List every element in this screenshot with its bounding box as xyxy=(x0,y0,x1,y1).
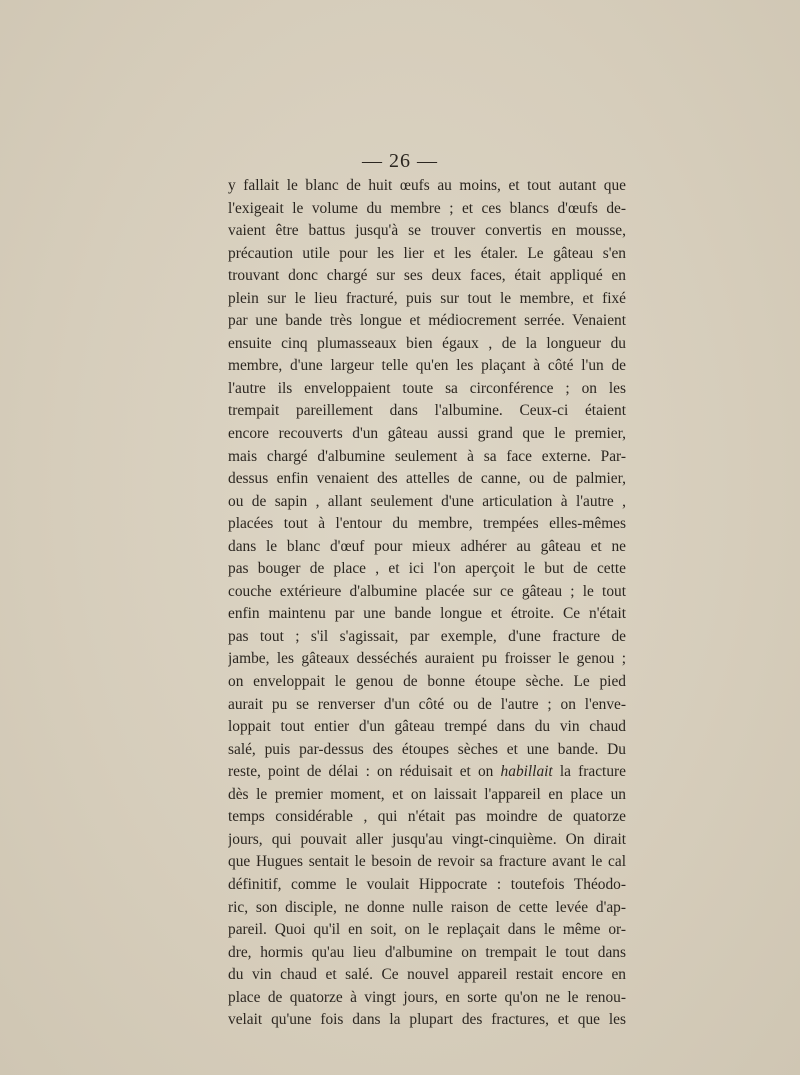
text-segment: la fracture xyxy=(559,763,626,781)
text-line: par une bande très longue et médiocrement serrée. Venaient xyxy=(228,312,626,330)
text-line: membre, d'une largeur telle qu'en les plaçant à côté l'un de xyxy=(228,357,626,375)
text-line: vaient être battus jusqu'à se trouver convertis en mousse, xyxy=(228,222,626,240)
text-line: couche extérieure d'albumine placée sur ce gâteau ; le tout xyxy=(228,582,626,600)
text-line xyxy=(228,761,626,784)
text-line: précaution utile pour les lier et les étaler. Le gâteau s'en xyxy=(228,244,626,262)
text-line: on enveloppait le genou de bonne étoupe sèche. Le pied xyxy=(228,673,626,691)
text-line: y fallait le blanc de huit œufs au moins, et tout autant que xyxy=(228,177,626,194)
body-text xyxy=(228,175,626,1032)
text-line: pas bouger de place , et ici l'on aperçoit le but de cette xyxy=(228,560,626,578)
text-line: mais chargé d'albumine seulement à sa face externe. Par- xyxy=(228,447,626,465)
text-segment: reste, point de délai : on réduisait et on xyxy=(228,763,494,781)
text-line: velait qu'une fois dans la plupart des fractures, et que les xyxy=(228,1011,626,1029)
text-line: ric, son disciple, ne donne nulle raison de cette levée d'ap- xyxy=(228,898,626,916)
text-line: dans le blanc d'œuf pour mieux adhérer au gâteau et ne xyxy=(228,537,626,555)
text-line: aurait pu se renverser d'un côté ou de l'autre ; on l'enve- xyxy=(228,695,626,713)
text-line: l'exigeait le volume du membre ; et ces blancs d'œufs de- xyxy=(228,199,626,217)
text-line: enfin maintenu par une bande longue et étroite. Ce n'était xyxy=(228,605,626,623)
text-line: l'autre ils enveloppaient toute sa circonférence ; on les xyxy=(228,379,626,397)
page-number: — 26 — xyxy=(362,150,438,172)
text-line: loppait tout entier d'un gâteau trempé dans du vin chaud xyxy=(228,718,626,736)
text-line: ou de sapin , allant seulement d'une articulation à l'autre , xyxy=(228,492,626,510)
text-line: temps considérable , qui n'était pas moindre de quatorze xyxy=(228,808,626,826)
text-line: que Hugues sentait le besoin de revoir sa fracture avant le cal xyxy=(228,853,626,871)
text-line: place de quatorze à vingt jours, en sorte qu'on ne le renou- xyxy=(228,988,626,1006)
text-line: ensuite cinq plumasseaux bien égaux , de la longueur du xyxy=(228,334,626,352)
text-line: du vin chaud et salé. Ce nouvel appareil restait encore en xyxy=(228,966,626,984)
text-line: dre, hormis qu'au lieu d'albumine on trempait le tout dans xyxy=(228,943,626,961)
italic-word: habillait xyxy=(500,763,553,781)
text-line: salé, puis par-dessus des étoupes sèches et une bande. Du xyxy=(228,740,626,758)
text-line: jours, qui pouvait aller jusqu'au vingt-cinquième. On dirait xyxy=(228,830,626,848)
text-line: placées tout à l'entour du membre, trempées elles-mêmes xyxy=(228,515,626,533)
text-line: pas tout ; s'il s'agissait, par exemple, d'une fracture de xyxy=(228,627,626,645)
text-line: dessus enfin venaient des attelles de canne, ou de palmier, xyxy=(228,470,626,488)
text-line: trempait pareillement dans l'albumine. Ceux-ci étaient xyxy=(228,402,626,420)
text-line: dès le premier moment, et on laissait l'appareil en place un xyxy=(228,785,626,803)
text-line: trouvant donc chargé sur ses deux faces, était appliqué en xyxy=(228,267,626,285)
text-line: pareil. Quoi qu'il en soit, on le replaçait dans le même or- xyxy=(228,921,626,939)
text-line: jambe, les gâteaux desséchés auraient pu froisser le genou ; xyxy=(228,650,626,668)
text-line: encore recouverts d'un gâteau aussi grand que le premier, xyxy=(228,425,626,443)
text-line: plein sur le lieu fracturé, puis sur tout le membre, et fixé xyxy=(228,289,626,307)
text-line: définitif, comme le voulait Hippocrate : toutefois Théodo- xyxy=(228,875,626,893)
